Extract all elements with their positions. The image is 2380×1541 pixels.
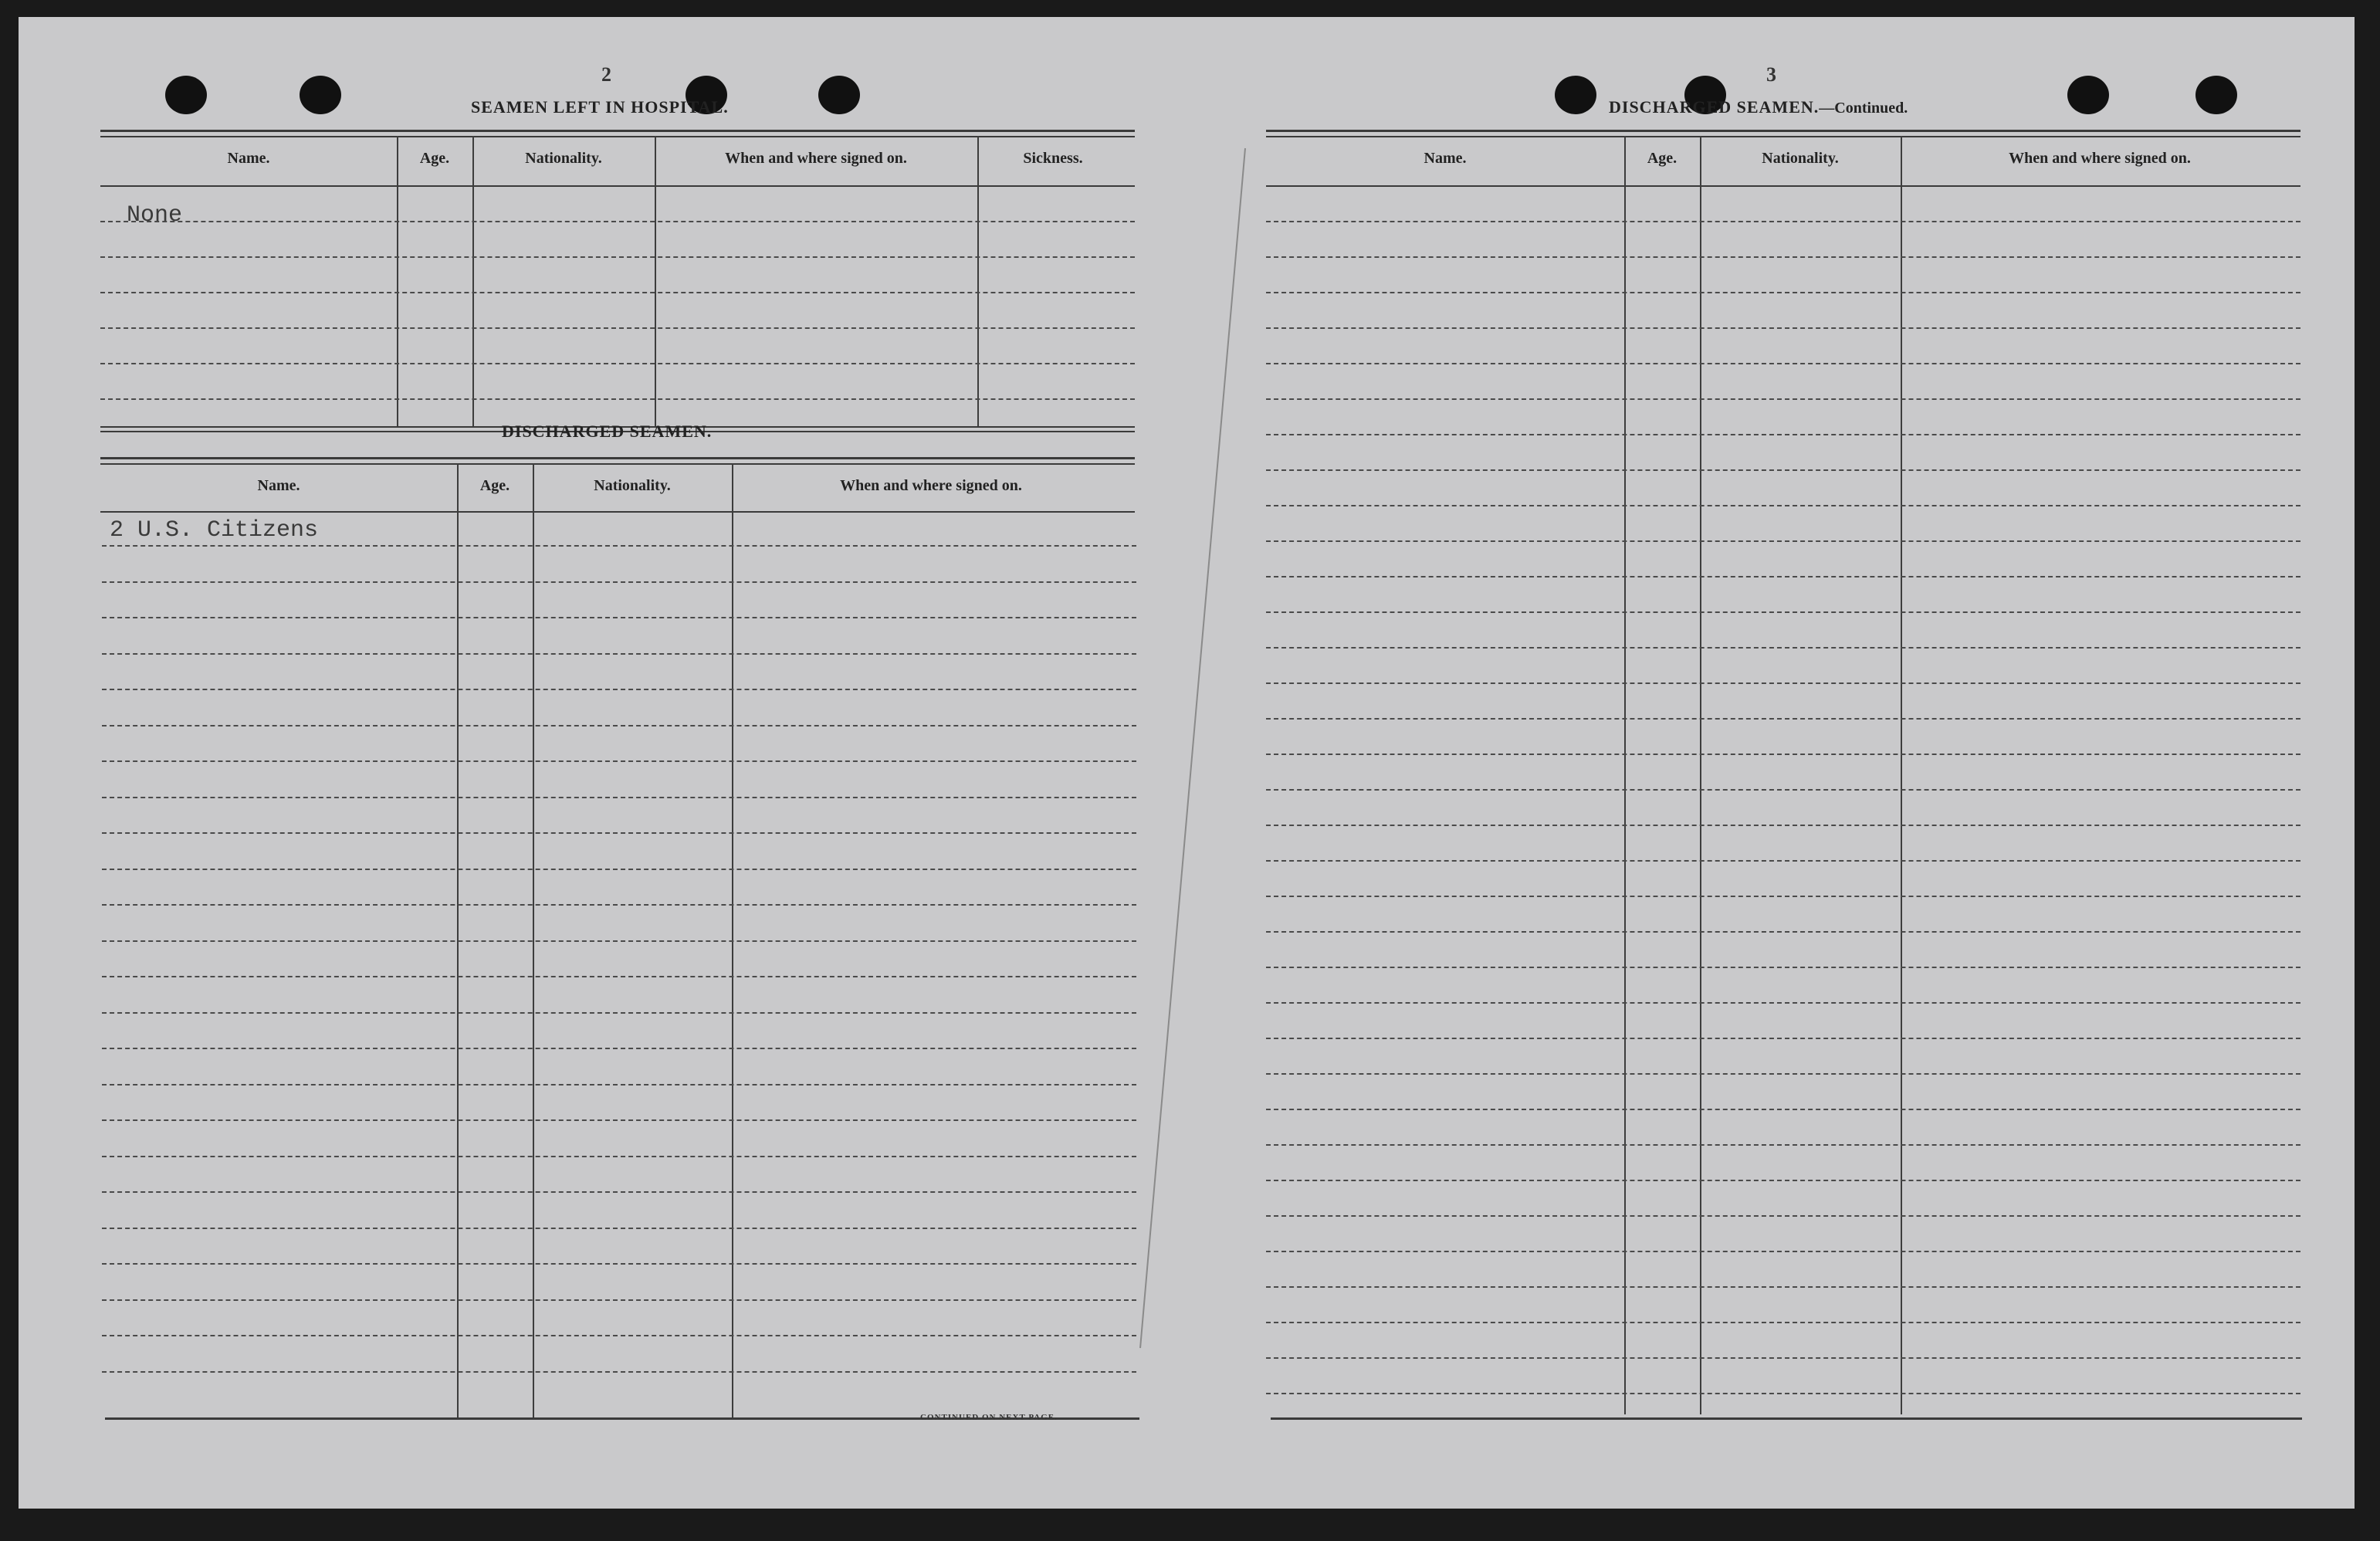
discharged-col-age: Age. <box>479 477 510 494</box>
discharged-row-line <box>102 904 1136 906</box>
right-row-line <box>1266 469 2300 471</box>
hospital-col-age: Age. <box>419 150 450 167</box>
hospital-row-line <box>100 221 1135 222</box>
right-section-title-text: DISCHARGED SEAMEN. <box>1609 97 1820 117</box>
discharged-row-line <box>102 1119 1136 1121</box>
right-section-title <box>1609 97 1908 117</box>
right-header-rule <box>1266 185 2300 187</box>
hospital-col-divider <box>655 136 656 426</box>
right-section-title-suffix: —Continued. <box>1819 100 1908 117</box>
discharged-row-line <box>102 1228 1136 1229</box>
right-page-bottom-rule <box>1271 1417 2302 1420</box>
punch-hole <box>2195 76 2237 114</box>
right-row-line <box>1266 754 2300 755</box>
right-row-line <box>1266 221 2300 222</box>
hospital-col-name: Name. <box>227 150 270 167</box>
punch-hole <box>1555 76 1596 114</box>
discharged-row-line <box>102 976 1136 977</box>
discharged-col-signed-on: When and where signed on. <box>840 477 1022 494</box>
right-row-line <box>1266 611 2300 613</box>
document-sheet <box>19 17 2355 1509</box>
right-table-top-rule <box>1266 130 2300 132</box>
right-row-line <box>1266 1251 2300 1252</box>
hospital-row-line <box>100 327 1135 329</box>
right-row-line <box>1266 1393 2300 1394</box>
right-col-name: Name. <box>1424 150 1467 167</box>
discharged-row-line <box>102 797 1136 798</box>
right-row-line <box>1266 1144 2300 1146</box>
right-row-line <box>1266 256 2300 258</box>
right-row-line <box>1266 1322 2300 1323</box>
hospital-row-line <box>100 398 1135 400</box>
discharged-row-line <box>102 1299 1136 1301</box>
hospital-row-line <box>100 256 1135 258</box>
right-row-line <box>1266 292 2300 293</box>
right-row-line <box>1266 1286 2300 1288</box>
right-col-age: Age. <box>1647 150 1678 167</box>
right-row-line <box>1266 1180 2300 1181</box>
right-row-line <box>1266 434 2300 435</box>
discharged-table-top-rule-2 <box>100 463 1135 465</box>
discharged-header-rule <box>100 511 1135 513</box>
discharged-row-line <box>102 1156 1136 1157</box>
punch-hole <box>165 76 207 114</box>
right-row-line <box>1266 1002 2300 1004</box>
discharged-section-title: DISCHARGED SEAMEN. <box>502 422 713 441</box>
discharged-row-line <box>102 545 1136 547</box>
right-row-line <box>1266 718 2300 720</box>
right-col-signed-on: When and where signed on. <box>2009 150 2191 167</box>
hospital-col-divider <box>397 136 398 426</box>
right-row-line <box>1266 1109 2300 1110</box>
hospital-col-signed-on: When and where signed on. <box>725 150 907 167</box>
right-row-line <box>1266 505 2300 506</box>
discharged-row-line <box>102 725 1136 726</box>
punch-hole <box>300 76 341 114</box>
discharged-table-top-rule <box>100 457 1135 459</box>
discharged-row-line <box>102 1263 1136 1265</box>
discharged-row-line <box>102 689 1136 690</box>
right-row-line <box>1266 1215 2300 1217</box>
right-row-line <box>1266 647 2300 649</box>
punch-hole <box>2067 76 2109 114</box>
discharged-row-line <box>102 581 1136 583</box>
discharged-row-line <box>102 1012 1136 1014</box>
right-row-line <box>1266 540 2300 542</box>
discharged-entry: 2 U.S. Citizens <box>110 517 319 544</box>
discharged-row-line <box>102 869 1136 870</box>
hospital-row-line <box>100 292 1135 293</box>
hospital-section-title: SEAMEN LEFT IN HOSPITAL. <box>471 97 729 117</box>
hospital-col-divider <box>977 136 979 426</box>
right-row-line <box>1266 967 2300 968</box>
hospital-col-divider <box>472 136 474 426</box>
hospital-col-nationality: Nationality. <box>525 150 602 167</box>
right-row-line <box>1266 931 2300 933</box>
discharged-row-line <box>102 1371 1136 1373</box>
discharged-col-nationality: Nationality. <box>594 477 671 494</box>
right-row-line <box>1266 1073 2300 1075</box>
right-table-top-rule-2 <box>1266 136 2300 137</box>
page-number-left: 2 <box>601 63 611 86</box>
discharged-row-line <box>102 1084 1136 1085</box>
continued-note: CONTINUED ON NEXT PAGE. <box>920 1413 1058 1422</box>
discharged-row-line <box>102 1191 1136 1193</box>
right-row-line <box>1266 682 2300 684</box>
right-row-line <box>1266 1038 2300 1039</box>
right-row-line <box>1266 789 2300 791</box>
discharged-row-line <box>102 1335 1136 1336</box>
right-row-line <box>1266 825 2300 826</box>
right-row-line <box>1266 327 2300 329</box>
discharged-row-line <box>102 832 1136 834</box>
right-row-line <box>1266 363 2300 364</box>
discharged-col-name: Name. <box>257 477 300 494</box>
discharged-row-line <box>102 653 1136 655</box>
discharged-row-line <box>102 1048 1136 1049</box>
hospital-col-sickness: Sickness. <box>1023 150 1083 167</box>
hospital-table-top-rule-2 <box>100 136 1135 137</box>
right-row-line <box>1266 398 2300 400</box>
punch-hole <box>818 76 860 114</box>
hospital-row-line <box>100 363 1135 364</box>
right-col-nationality: Nationality. <box>1762 150 1839 167</box>
discharged-row-line <box>102 940 1136 942</box>
page-number-right: 3 <box>1766 63 1776 86</box>
hospital-header-rule <box>100 185 1135 187</box>
hospital-entry: None <box>127 202 183 229</box>
discharged-row-line <box>102 617 1136 618</box>
hospital-table-top-rule <box>100 130 1135 132</box>
discharged-row-line <box>102 760 1136 762</box>
right-row-line <box>1266 896 2300 897</box>
right-row-line <box>1266 1357 2300 1359</box>
page-fold <box>1139 148 1246 1348</box>
right-row-line <box>1266 860 2300 862</box>
right-row-line <box>1266 576 2300 577</box>
